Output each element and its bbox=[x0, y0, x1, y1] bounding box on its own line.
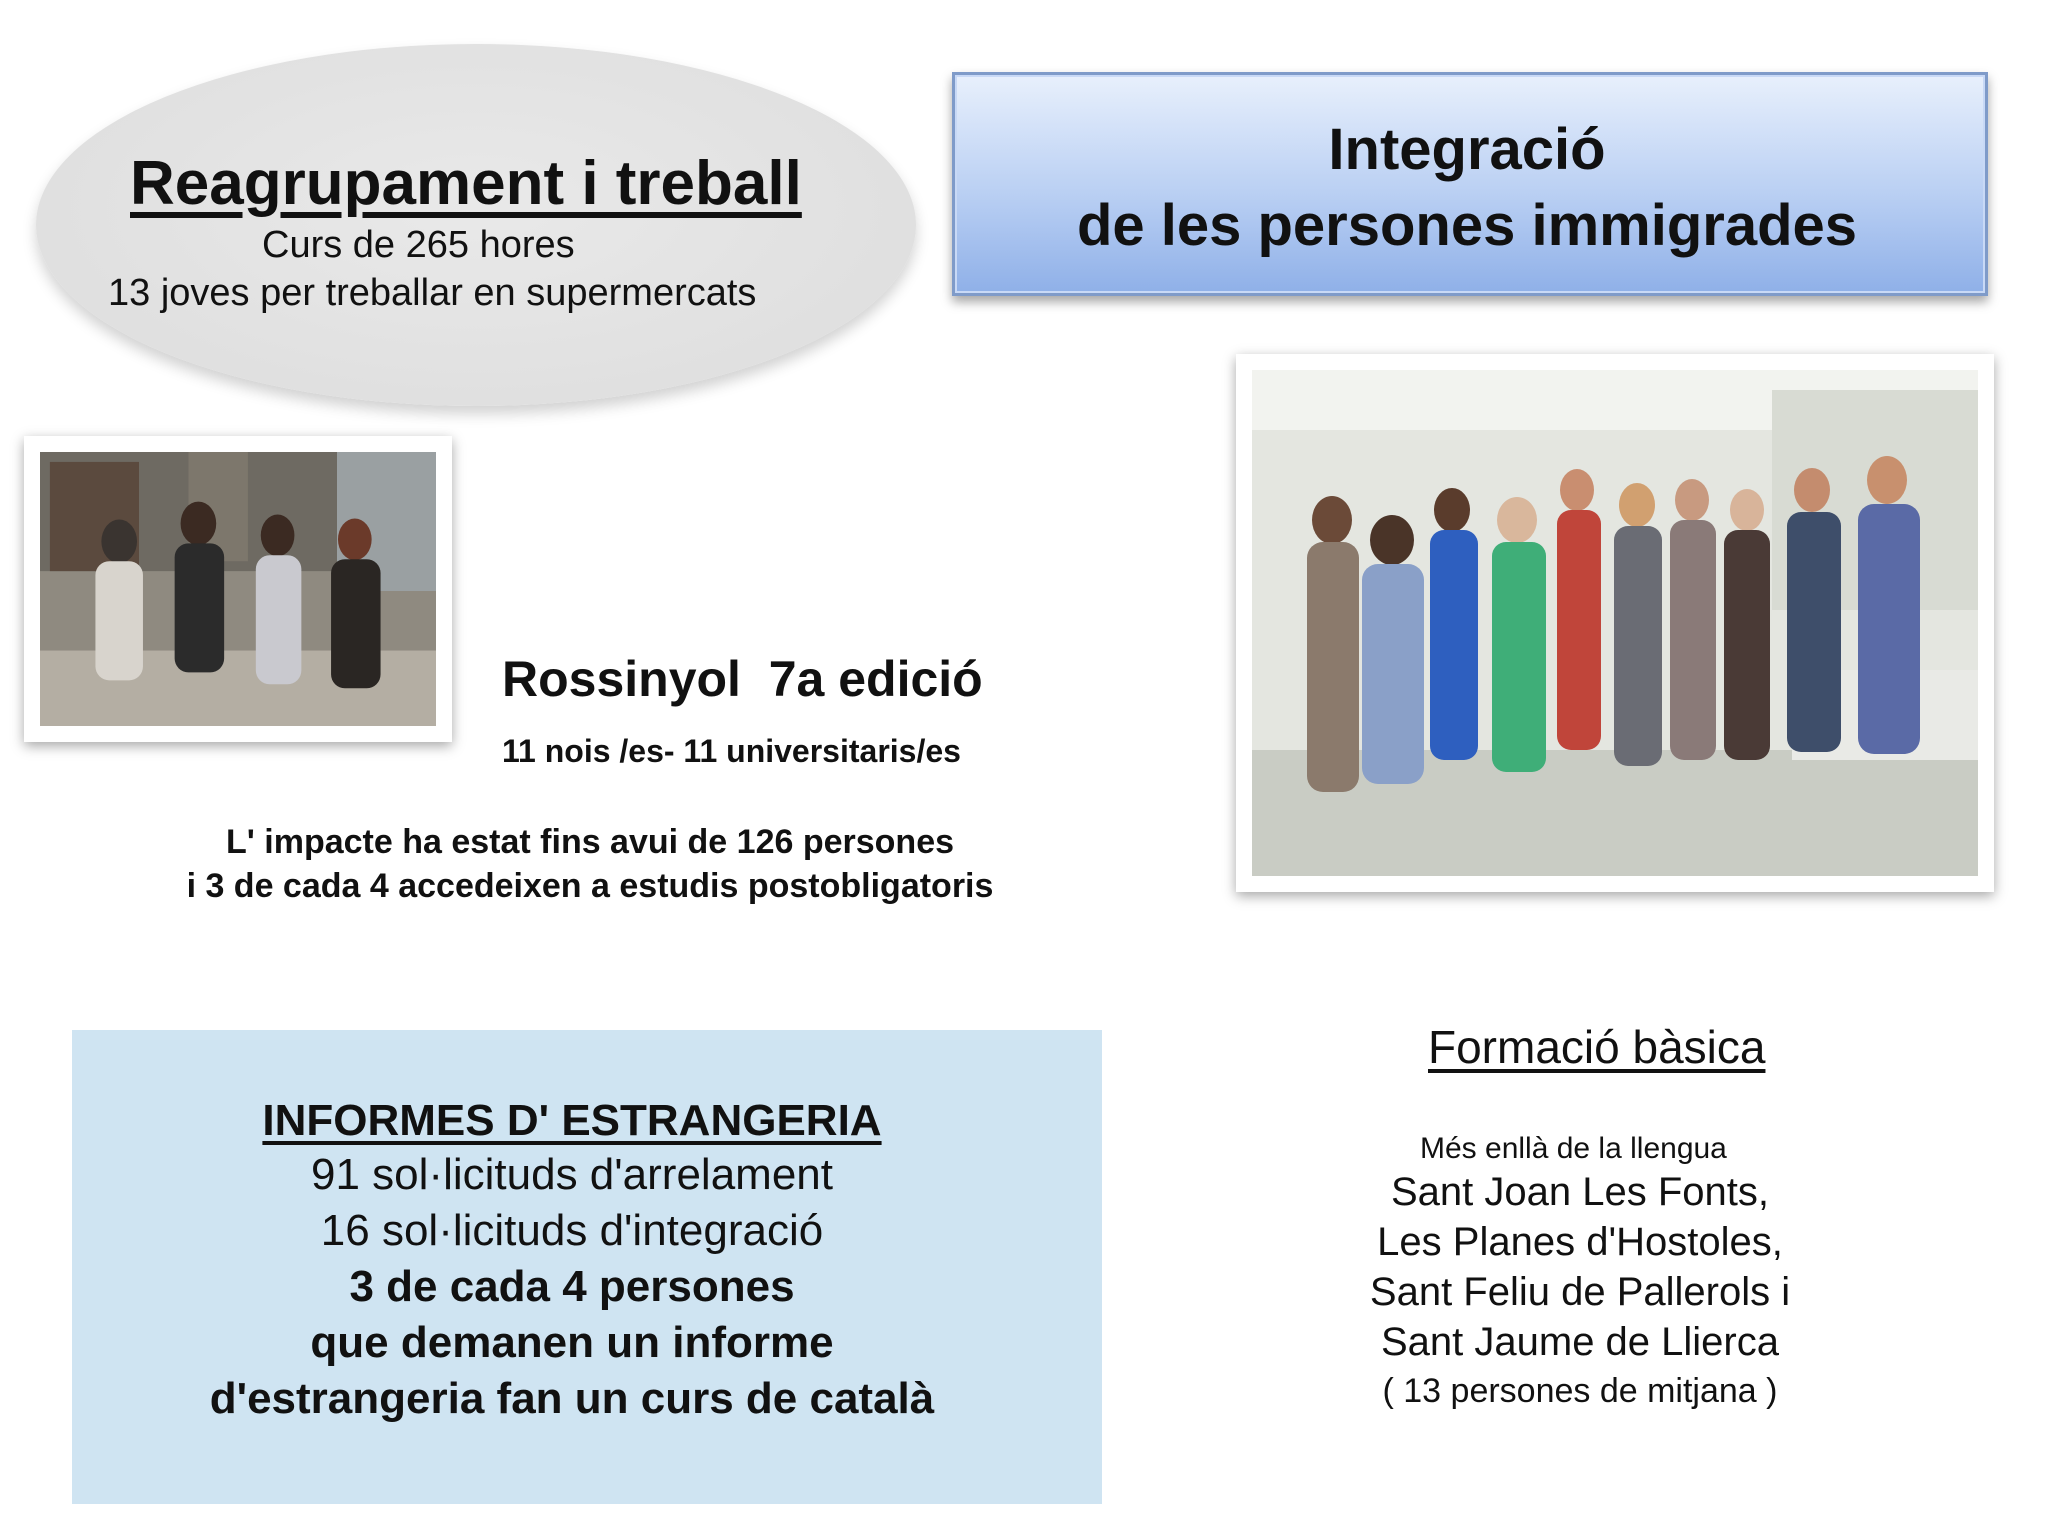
group-photo-street bbox=[24, 436, 452, 742]
informes-arrelament: 91 sol·licituds d'arrelament bbox=[311, 1150, 833, 1199]
formacio-note: ( 13 persones de mitjana ) bbox=[1382, 1372, 1778, 1410]
formacio-town: Les Planes d'Hostoles, bbox=[1377, 1220, 1783, 1264]
reagrupament-title: Reagrupament i treball bbox=[130, 149, 802, 218]
formacio-town: Sant Feliu de Pallerols i bbox=[1369, 1270, 1791, 1314]
reagrupament-hours: Curs de 265 hores bbox=[262, 224, 575, 266]
rossinyol-title: Rossinyol 7a edició bbox=[502, 651, 983, 707]
informes-integracio: 16 sol·licituds d'integració bbox=[320, 1206, 824, 1255]
informes-line5: d'estrangeria fan un curs de català bbox=[209, 1374, 935, 1423]
formacio-town: Sant Joan Les Fonts, bbox=[1390, 1170, 1769, 1214]
integracio-title-box bbox=[952, 72, 1988, 296]
formacio-subtitle: Més enllà de la llengua bbox=[1420, 1132, 1727, 1165]
informes-title: INFORMES D' ESTRANGERIA bbox=[262, 1096, 882, 1145]
formacio-title: Formació bàsica bbox=[1428, 1021, 1766, 1073]
reagrupament-youths: 13 joves per treballar en supermercats bbox=[108, 272, 757, 314]
impact-line1: L' impacte ha estat fins avui de 126 persones bbox=[225, 823, 955, 861]
rossinyol-subtitle: 11 nois /es- 11 universitaris/es bbox=[502, 733, 961, 769]
classroom-photo-image bbox=[1252, 370, 1978, 876]
informes-line4: que demanen un informe bbox=[310, 1318, 834, 1367]
integracio-title-line2: de les persones immigrades bbox=[1076, 193, 1858, 258]
integracio-title-line1: Integració bbox=[1328, 117, 1606, 182]
group-photo-classroom bbox=[1236, 354, 1994, 892]
formacio-town: Sant Jaume de Llierca bbox=[1380, 1320, 1779, 1364]
informes-line3: 3 de cada 4 persones bbox=[349, 1262, 795, 1311]
street-photo-image bbox=[40, 452, 436, 726]
impact-line2: i 3 de cada 4 accedeixen a estudis postobligatoris bbox=[186, 867, 994, 905]
rossinyol-impact bbox=[140, 820, 1040, 908]
